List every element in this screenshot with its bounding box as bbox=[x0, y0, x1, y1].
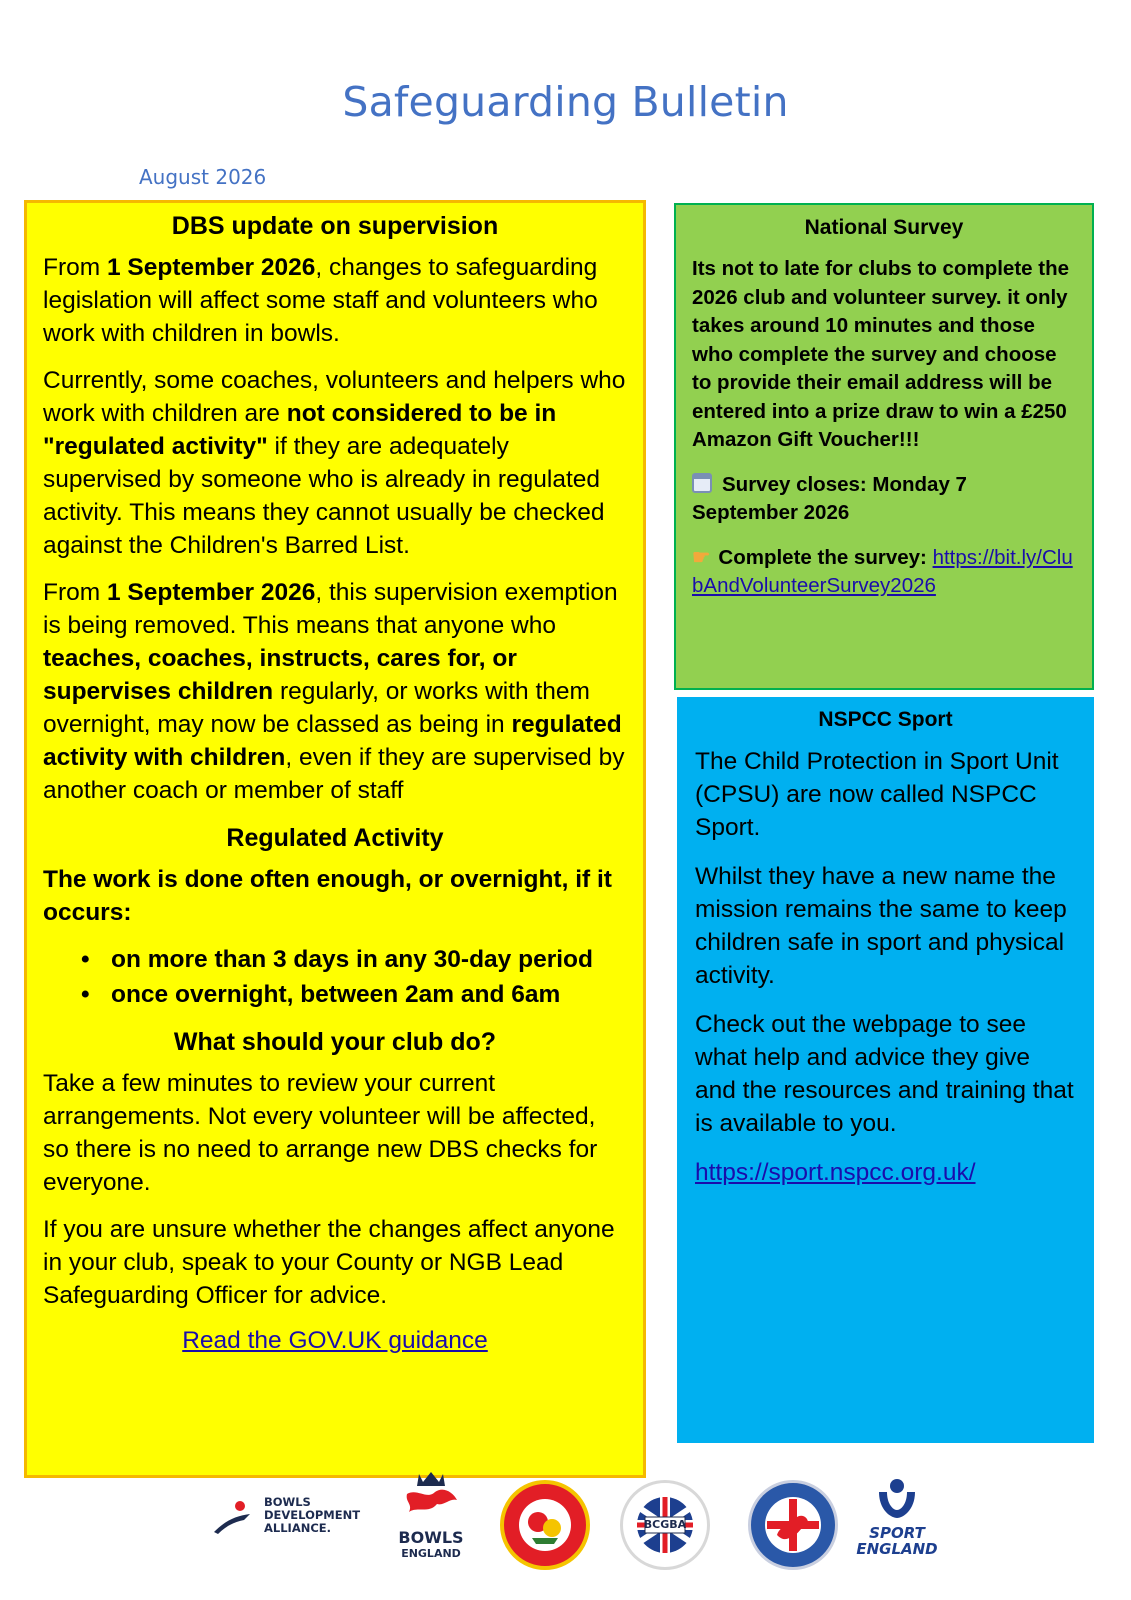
closes-text: Survey closes: Monday 7 September 2026 bbox=[692, 472, 967, 524]
text: , this supervision exemption is being removed. This means that anyone who bbox=[43, 579, 618, 639]
nspcc-link[interactable]: https://sport.nspcc.org.uk/ bbox=[695, 1159, 976, 1186]
survey-link[interactable]: https://bit.ly/ClubAndVolunteerSurvey2026 bbox=[692, 545, 1073, 597]
bowls-england-line2: ENGLAND bbox=[401, 1547, 461, 1560]
survey-heading: National Survey bbox=[804, 216, 964, 239]
sport-england-line1: SPORT bbox=[869, 1524, 925, 1542]
emphasis: regulated activity with children bbox=[43, 711, 622, 771]
partner-logos bbox=[0, 1470, 1131, 1580]
bullet-icon: • bbox=[81, 946, 90, 973]
dbs-update-panel bbox=[24, 200, 646, 1478]
text: , changes to safeguarding legislation will affect some staff and volunteers who work with children in bowls. bbox=[43, 254, 598, 347]
bcgba-text: BCGBA bbox=[643, 1518, 687, 1531]
national-survey-panel bbox=[674, 203, 1094, 690]
club-action-heading: What should your club do? bbox=[173, 1028, 497, 1056]
text: From bbox=[43, 579, 107, 606]
regulated-criteria-list bbox=[43, 943, 627, 1011]
survey-closes bbox=[692, 471, 1076, 528]
text: Currently, some coaches, volunteers and helpers who work with children are bbox=[43, 367, 626, 427]
sport-england-logo bbox=[852, 1478, 942, 1568]
club-paragraph-1: Take a few minutes to review your current arrangements. Not every volunteer will be affected, so there is no need to arrange new DBS checks for everyone. bbox=[43, 1070, 598, 1196]
nspcc-sport-panel bbox=[677, 697, 1094, 1443]
roses-emblem-icon bbox=[504, 1484, 586, 1566]
list-item bbox=[43, 978, 627, 1011]
date-emphasis: 1 September 2026 bbox=[106, 254, 316, 281]
nspcc-paragraph-3: Check out the webpage to see what help and advice they give and the resources and training that is available to you. bbox=[695, 1011, 1074, 1137]
bulletin-date: August 2026 bbox=[139, 165, 267, 189]
nspcc-heading: NSPCC Sport bbox=[818, 708, 953, 731]
nspcc-paragraph-1: The Child Protection in Sport Unit (CPSU) are now called NSPCC Sport. bbox=[695, 748, 1059, 841]
regulated-activity-heading: Regulated Activity bbox=[226, 824, 444, 852]
govuk-guidance-link[interactable]: Read the GOV.UK guidance bbox=[182, 1327, 488, 1354]
list-item bbox=[43, 943, 627, 976]
bda-text: BOWLS DEVELOPMENT ALLIANCE. bbox=[264, 1495, 361, 1535]
intro-text: The work is done often enough, or overnight, if it occurs: bbox=[43, 866, 612, 926]
crown-lion-icon bbox=[401, 1470, 461, 1524]
survey-complete bbox=[692, 544, 1076, 601]
english-short-mat-bowling-association-logo bbox=[748, 1480, 838, 1570]
item-text: once overnight, between 2am and 6am bbox=[111, 981, 561, 1008]
dbs-paragraph-1 bbox=[43, 251, 627, 350]
bowls-england-line1: BOWLS bbox=[398, 1528, 464, 1547]
survey-body: Its not to late for clubs to complete the 2026 club and volunteer survey. it only takes around 10 minutes and those who complete the survey and choose to provide their email address will be entered into a prize draw to win a £250 Amazon Gift Voucher!!! bbox=[692, 257, 1069, 451]
text: From bbox=[43, 254, 107, 281]
club-paragraph-2: If you are unsure whether the changes affect anyone in your club, speak to your County or NGB Lead Safeguarding Officer for advice. bbox=[43, 1216, 615, 1309]
complete-label: Complete the survey: bbox=[718, 545, 927, 569]
text: , even if they are supervised by another coach or member of staff bbox=[43, 744, 625, 804]
bowls-development-alliance-logo bbox=[212, 1492, 362, 1542]
bda-swoosh-icon bbox=[212, 1500, 256, 1536]
calendar-icon bbox=[692, 473, 712, 493]
emphasis: not considered to be in "regulated activity" bbox=[43, 400, 557, 460]
sport-england-line2: ENGLAND bbox=[856, 1540, 938, 1558]
bowls-england-logo bbox=[394, 1470, 468, 1570]
regulated-intro bbox=[43, 863, 627, 929]
emphasis: teaches, coaches, instructs, cares for, or supervises children bbox=[43, 645, 517, 705]
english-indoor-bowling-association-logo bbox=[500, 1480, 590, 1570]
british-crown-green-bowling-association-logo bbox=[620, 1480, 710, 1570]
nspcc-link-row bbox=[695, 1156, 1076, 1189]
dbs-paragraph-2 bbox=[43, 364, 627, 562]
pointing-hand-icon: ☛ bbox=[692, 545, 711, 569]
text: if they are adequately supervised by someone who is already in regulated activity. This means they cannot usually be checked against the Children's Barred List. bbox=[43, 433, 605, 559]
text: regularly, or works with them overnight, may now be classed as being in bbox=[43, 678, 590, 738]
bullet-icon: • bbox=[81, 981, 90, 1008]
sport-england-figure-icon bbox=[875, 1478, 919, 1520]
bulletin-title: Safeguarding Bulletin bbox=[342, 78, 789, 126]
dbs-heading: DBS update on supervision bbox=[171, 212, 499, 240]
item-text: on more than 3 days in any 30-day period bbox=[111, 946, 593, 973]
dragon-emblem-icon bbox=[751, 1483, 835, 1567]
date-emphasis: 1 September 2026 bbox=[106, 579, 316, 606]
nspcc-paragraph-2: Whilst they have a new name the mission remains the same to keep children safe in sport and physical activity. bbox=[695, 863, 1067, 989]
dbs-paragraph-3 bbox=[43, 576, 627, 807]
